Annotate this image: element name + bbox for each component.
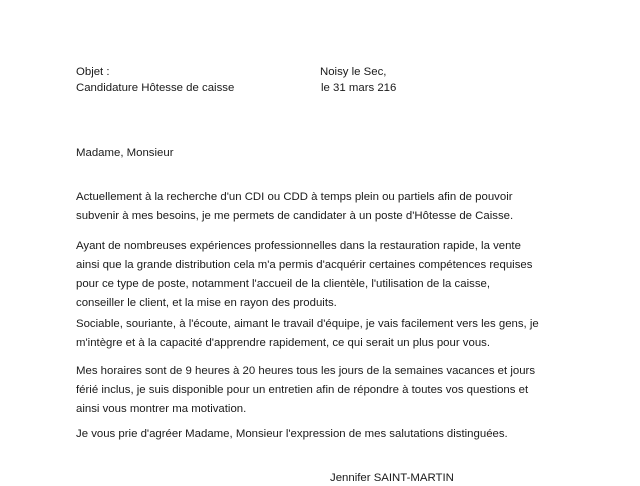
paragraph-line: conseiller le client, et la mise en rayon des produits.	[76, 297, 337, 309]
paragraph-line: m'intègre et à la capacité d'apprendre rapidement, ce qui serait un plus pour vous.	[76, 337, 491, 349]
paragraph-line: Sociable, souriante, à l'écoute, aimant le travail d'équipe, je vais facilement vers les gens, je	[76, 318, 539, 330]
paragraph-line: Mes horaires sont de 9 heures à 20 heures tous les jours de la semaines vacances et jours	[76, 365, 536, 377]
paragraph-line: férié inclus, je suis disponible pour un entretien afin de répondre à toutes vos questions et	[76, 384, 529, 396]
paragraph-line: subvenir à mes besoins, je me permets de candidater à un poste d'Hôtesse de Caisse.	[76, 210, 514, 222]
paragraph-line: ainsi que la grande distribution cela m'a permis d'acquérir certaines compétences requises	[76, 259, 533, 271]
paragraph-line: Ayant de nombreuses expériences professionnelles dans la restauration rapide, la vente	[76, 240, 521, 252]
paragraph-search	[76, 188, 576, 226]
object-value: Candidature Hôtesse de caisse	[76, 82, 235, 94]
paragraph-line: Actuellement à la recherche d'un CDI ou CDD à temps plein ou partiels afin de pouvoir	[76, 191, 513, 203]
object-label: Objet :	[76, 66, 110, 78]
paragraph-availability	[76, 362, 576, 419]
salutation: Madame, Monsieur	[76, 147, 174, 159]
date: le 31 mars 216	[321, 82, 397, 94]
paragraph-line: Je vous prie d'agréer Madame, Monsieur l'expression de mes salutations distinguées.	[76, 428, 508, 440]
paragraph-line: ainsi vous montrer ma motivation.	[76, 403, 247, 415]
paragraph-closing	[76, 425, 576, 444]
paragraph-line: pour ce type de poste, notamment l'accueil de la clientèle, l'utilisation de la caisse,	[76, 278, 491, 290]
paragraph-experience	[76, 237, 576, 313]
place: Noisy le Sec,	[320, 66, 387, 78]
paragraph-qualities	[76, 315, 576, 353]
signature: Jennifer SAINT-MARTIN	[330, 472, 454, 484]
